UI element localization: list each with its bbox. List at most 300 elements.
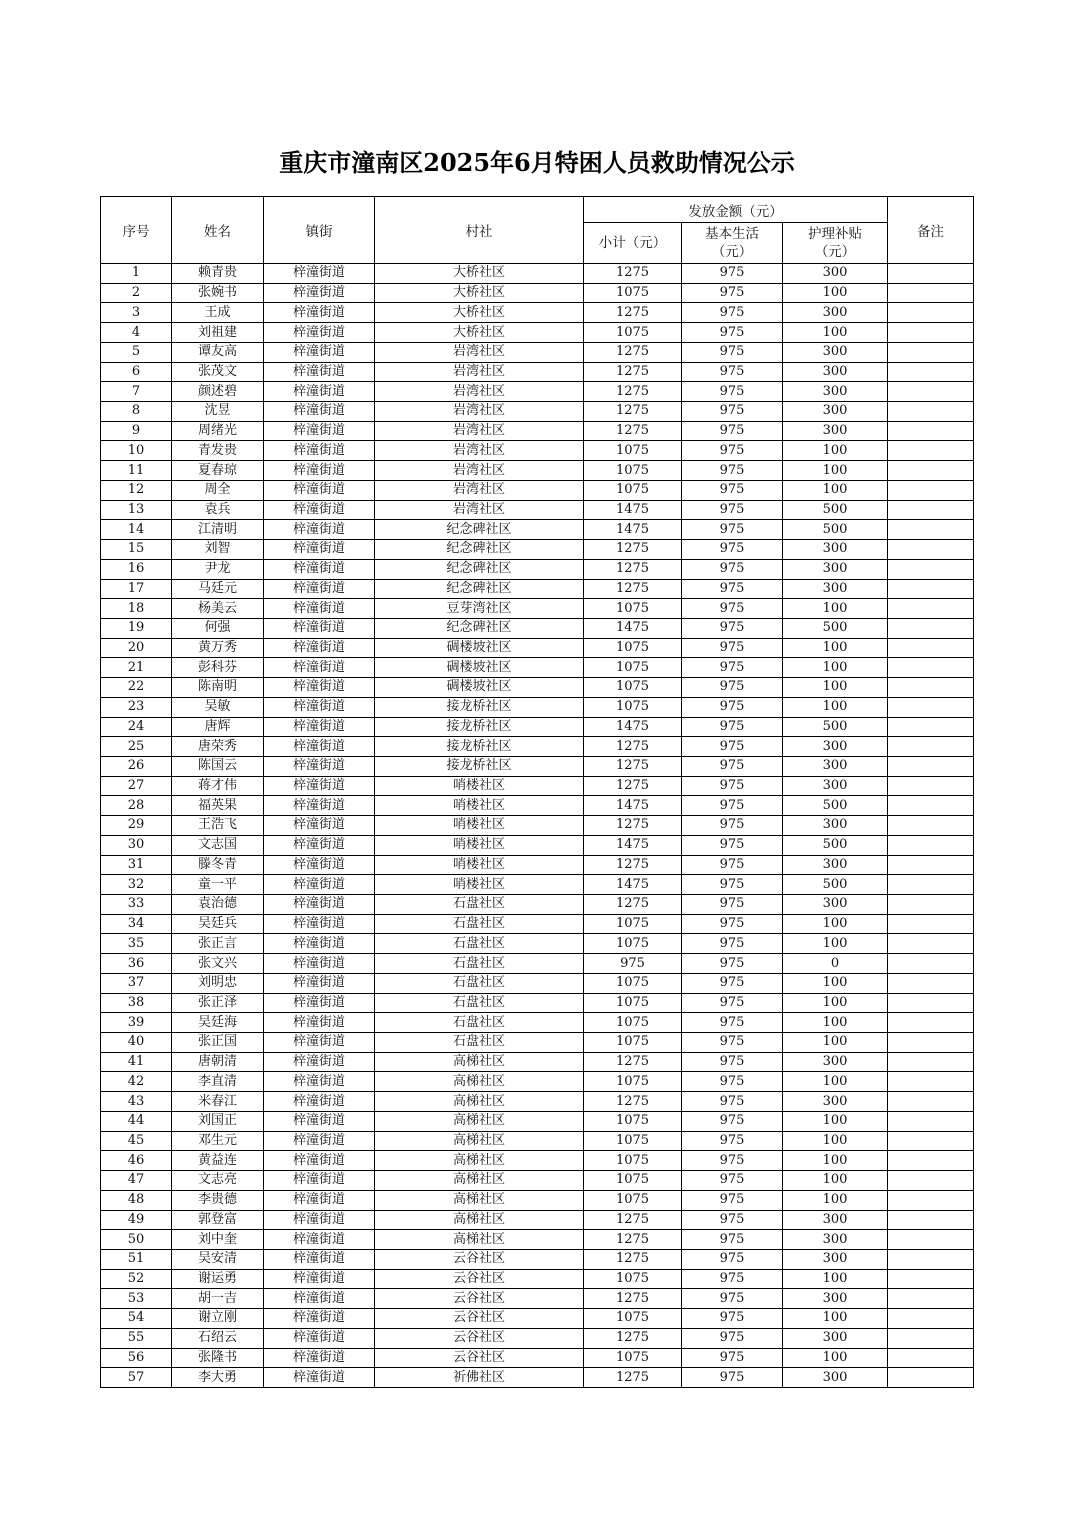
cell-remark <box>888 796 974 816</box>
cell-seq: 33 <box>101 895 172 915</box>
table-row <box>101 1171 974 1191</box>
cell-town: 梓潼街道 <box>264 717 375 737</box>
cell-name: 唐荣秀 <box>172 737 264 757</box>
cell-remark <box>888 993 974 1013</box>
cell-town: 梓潼街道 <box>264 283 375 303</box>
table-row <box>101 1033 974 1053</box>
cell-care: 300 <box>783 1328 888 1348</box>
cell-seq: 50 <box>101 1230 172 1250</box>
cell-basic: 975 <box>682 1210 783 1230</box>
cell-seq: 28 <box>101 796 172 816</box>
cell-care: 300 <box>783 737 888 757</box>
cell-name: 刘祖建 <box>172 323 264 343</box>
cell-name: 石绍云 <box>172 1328 264 1348</box>
cell-care: 500 <box>783 717 888 737</box>
cell-name: 夏春琼 <box>172 461 264 481</box>
cell-care: 300 <box>783 1230 888 1250</box>
cell-basic: 975 <box>682 638 783 658</box>
cell-care: 300 <box>783 816 888 836</box>
cell-village: 石盘社区 <box>375 973 584 993</box>
cell-town: 梓潼街道 <box>264 1348 375 1368</box>
cell-remark <box>888 1328 974 1348</box>
cell-remark <box>888 973 974 993</box>
cell-basic: 975 <box>682 540 783 560</box>
cell-subtotal: 1275 <box>584 895 682 915</box>
cell-name: 尹龙 <box>172 559 264 579</box>
cell-town: 梓潼街道 <box>264 678 375 698</box>
cell-care: 300 <box>783 1210 888 1230</box>
cell-name: 李贵德 <box>172 1190 264 1210</box>
table-row <box>101 264 974 284</box>
cell-remark <box>888 559 974 579</box>
cell-name: 张隆书 <box>172 1348 264 1368</box>
cell-village: 高梯社区 <box>375 1092 584 1112</box>
cell-remark <box>888 618 974 638</box>
cell-remark <box>888 1033 974 1053</box>
header-seq: 序号 <box>101 197 172 264</box>
cell-village: 高梯社区 <box>375 1111 584 1131</box>
table-row <box>101 599 974 619</box>
cell-name: 谭友高 <box>172 342 264 362</box>
cell-subtotal: 1075 <box>584 993 682 1013</box>
cell-basic: 975 <box>682 875 783 895</box>
table-row <box>101 934 974 954</box>
cell-subtotal: 975 <box>584 954 682 974</box>
cell-subtotal: 1275 <box>584 540 682 560</box>
cell-town: 梓潼街道 <box>264 362 375 382</box>
cell-village: 纪念碑社区 <box>375 559 584 579</box>
cell-name: 张正泽 <box>172 993 264 1013</box>
cell-basic: 975 <box>682 500 783 520</box>
cell-care: 100 <box>783 441 888 461</box>
table-row <box>101 1269 974 1289</box>
cell-basic: 975 <box>682 579 783 599</box>
cell-name: 彭科芬 <box>172 658 264 678</box>
cell-subtotal: 1475 <box>584 835 682 855</box>
table-row <box>101 1309 974 1329</box>
cell-town: 梓潼街道 <box>264 737 375 757</box>
cell-basic: 975 <box>682 756 783 776</box>
cell-town: 梓潼街道 <box>264 540 375 560</box>
cell-basic: 975 <box>682 1190 783 1210</box>
cell-name: 江清明 <box>172 520 264 540</box>
table-row <box>101 737 974 757</box>
cell-town: 梓潼街道 <box>264 1013 375 1033</box>
cell-remark <box>888 579 974 599</box>
cell-village: 碉楼坡社区 <box>375 658 584 678</box>
cell-seq: 54 <box>101 1309 172 1329</box>
cell-care: 300 <box>783 895 888 915</box>
cell-name: 胡一吉 <box>172 1289 264 1309</box>
cell-town: 梓潼街道 <box>264 559 375 579</box>
cell-subtotal: 1275 <box>584 816 682 836</box>
cell-name: 张婉书 <box>172 283 264 303</box>
cell-subtotal: 1275 <box>584 342 682 362</box>
cell-subtotal: 1075 <box>584 1190 682 1210</box>
cell-town: 梓潼街道 <box>264 1151 375 1171</box>
cell-subtotal: 1275 <box>584 776 682 796</box>
cell-name: 王浩飞 <box>172 816 264 836</box>
cell-seq: 4 <box>101 323 172 343</box>
cell-name: 吴安清 <box>172 1249 264 1269</box>
cell-subtotal: 1075 <box>584 658 682 678</box>
cell-remark <box>888 934 974 954</box>
cell-town: 梓潼街道 <box>264 835 375 855</box>
cell-basic: 975 <box>682 1151 783 1171</box>
table-row <box>101 776 974 796</box>
cell-basic: 975 <box>682 1249 783 1269</box>
cell-care: 300 <box>783 1052 888 1072</box>
cell-name: 文志亮 <box>172 1171 264 1191</box>
cell-care: 300 <box>783 362 888 382</box>
cell-subtotal: 1075 <box>584 1111 682 1131</box>
cell-basic: 975 <box>682 1348 783 1368</box>
cell-remark <box>888 540 974 560</box>
cell-basic: 975 <box>682 1092 783 1112</box>
cell-seq: 20 <box>101 638 172 658</box>
cell-care: 100 <box>783 1033 888 1053</box>
table-row <box>101 875 974 895</box>
cell-seq: 49 <box>101 1210 172 1230</box>
cell-town: 梓潼街道 <box>264 1230 375 1250</box>
cell-village: 祈佛社区 <box>375 1368 584 1388</box>
cell-village: 岩湾社区 <box>375 441 584 461</box>
cell-name: 吴廷海 <box>172 1013 264 1033</box>
cell-seq: 53 <box>101 1289 172 1309</box>
cell-remark <box>888 480 974 500</box>
cell-basic: 975 <box>682 796 783 816</box>
cell-village: 云谷社区 <box>375 1348 584 1368</box>
cell-town: 梓潼街道 <box>264 1309 375 1329</box>
cell-remark <box>888 678 974 698</box>
cell-care: 500 <box>783 835 888 855</box>
cell-remark <box>888 1151 974 1171</box>
cell-care: 300 <box>783 303 888 323</box>
cell-village: 云谷社区 <box>375 1289 584 1309</box>
cell-seq: 10 <box>101 441 172 461</box>
cell-village: 高梯社区 <box>375 1151 584 1171</box>
cell-remark <box>888 303 974 323</box>
cell-care: 300 <box>783 421 888 441</box>
header-basic-line2: （元） <box>711 244 753 260</box>
cell-subtotal: 1475 <box>584 796 682 816</box>
cell-care: 100 <box>783 914 888 934</box>
cell-subtotal: 1075 <box>584 1348 682 1368</box>
cell-village: 高梯社区 <box>375 1190 584 1210</box>
cell-name: 李直清 <box>172 1072 264 1092</box>
cell-care: 300 <box>783 1289 888 1309</box>
cell-village: 纪念碑社区 <box>375 520 584 540</box>
cell-village: 高梯社区 <box>375 1171 584 1191</box>
cell-subtotal: 1075 <box>584 461 682 481</box>
cell-care: 300 <box>783 402 888 422</box>
cell-village: 岩湾社区 <box>375 461 584 481</box>
cell-name: 唐朝清 <box>172 1052 264 1072</box>
cell-village: 云谷社区 <box>375 1249 584 1269</box>
cell-remark <box>888 737 974 757</box>
table-row <box>101 342 974 362</box>
cell-name: 福英果 <box>172 796 264 816</box>
cell-village: 石盘社区 <box>375 914 584 934</box>
cell-village: 大桥社区 <box>375 323 584 343</box>
table-row <box>101 973 974 993</box>
cell-subtotal: 1275 <box>584 737 682 757</box>
cell-seq: 39 <box>101 1013 172 1033</box>
table-row <box>101 579 974 599</box>
header-town: 镇街 <box>264 197 375 264</box>
cell-care: 300 <box>783 756 888 776</box>
cell-subtotal: 1275 <box>584 1328 682 1348</box>
cell-basic: 975 <box>682 402 783 422</box>
cell-seq: 17 <box>101 579 172 599</box>
cell-name: 刘明忠 <box>172 973 264 993</box>
cell-care: 100 <box>783 1190 888 1210</box>
cell-subtotal: 1075 <box>584 678 682 698</box>
cell-remark <box>888 1249 974 1269</box>
table-row <box>101 1230 974 1250</box>
cell-basic: 975 <box>682 559 783 579</box>
table-row <box>101 382 974 402</box>
cell-subtotal: 1075 <box>584 599 682 619</box>
table-row <box>101 1210 974 1230</box>
cell-village: 哨楼社区 <box>375 796 584 816</box>
table-row <box>101 954 974 974</box>
cell-remark <box>888 283 974 303</box>
table-row <box>101 835 974 855</box>
cell-basic: 975 <box>682 914 783 934</box>
table-row <box>101 717 974 737</box>
cell-name: 陈南明 <box>172 678 264 698</box>
table-row <box>101 1328 974 1348</box>
cell-town: 梓潼街道 <box>264 1210 375 1230</box>
cell-seq: 40 <box>101 1033 172 1053</box>
cell-seq: 21 <box>101 658 172 678</box>
cell-name: 杨美云 <box>172 599 264 619</box>
table-row <box>101 559 974 579</box>
cell-care: 100 <box>783 934 888 954</box>
cell-village: 哨楼社区 <box>375 816 584 836</box>
cell-basic: 975 <box>682 697 783 717</box>
cell-remark <box>888 1013 974 1033</box>
cell-name: 谢运勇 <box>172 1269 264 1289</box>
cell-basic: 975 <box>682 323 783 343</box>
cell-subtotal: 1075 <box>584 1072 682 1092</box>
cell-town: 梓潼街道 <box>264 382 375 402</box>
cell-seq: 6 <box>101 362 172 382</box>
cell-village: 豆芽湾社区 <box>375 599 584 619</box>
table-row <box>101 520 974 540</box>
cell-seq: 44 <box>101 1111 172 1131</box>
cell-remark <box>888 1092 974 1112</box>
cell-remark <box>888 1230 974 1250</box>
cell-care: 500 <box>783 796 888 816</box>
cell-care: 500 <box>783 520 888 540</box>
cell-village: 高梯社区 <box>375 1210 584 1230</box>
cell-basic: 975 <box>682 1033 783 1053</box>
cell-care: 100 <box>783 1171 888 1191</box>
cell-basic: 975 <box>682 1368 783 1388</box>
cell-subtotal: 1275 <box>584 362 682 382</box>
cell-village: 岩湾社区 <box>375 480 584 500</box>
cell-subtotal: 1475 <box>584 500 682 520</box>
cell-village: 石盘社区 <box>375 1033 584 1053</box>
table-row <box>101 895 974 915</box>
cell-seq: 29 <box>101 816 172 836</box>
cell-village: 哨楼社区 <box>375 776 584 796</box>
cell-remark <box>888 323 974 343</box>
cell-town: 梓潼街道 <box>264 1249 375 1269</box>
cell-subtotal: 1075 <box>584 914 682 934</box>
cell-village: 大桥社区 <box>375 303 584 323</box>
cell-village: 碉楼坡社区 <box>375 678 584 698</box>
cell-remark <box>888 835 974 855</box>
cell-seq: 36 <box>101 954 172 974</box>
table-row <box>101 323 974 343</box>
cell-name: 张文兴 <box>172 954 264 974</box>
cell-care: 100 <box>783 1131 888 1151</box>
cell-village: 高梯社区 <box>375 1131 584 1151</box>
cell-basic: 975 <box>682 658 783 678</box>
cell-care: 0 <box>783 954 888 974</box>
cell-subtotal: 1075 <box>584 323 682 343</box>
table-row <box>101 441 974 461</box>
cell-name: 张茂文 <box>172 362 264 382</box>
cell-town: 梓潼街道 <box>264 461 375 481</box>
cell-seq: 43 <box>101 1092 172 1112</box>
cell-seq: 41 <box>101 1052 172 1072</box>
cell-care: 300 <box>783 1368 888 1388</box>
cell-basic: 975 <box>682 835 783 855</box>
cell-basic: 975 <box>682 480 783 500</box>
cell-name: 马廷元 <box>172 579 264 599</box>
cell-remark <box>888 1348 974 1368</box>
header-basic <box>682 223 783 264</box>
cell-seq: 26 <box>101 756 172 776</box>
cell-remark <box>888 776 974 796</box>
cell-name: 颜述碧 <box>172 382 264 402</box>
cell-name: 米春江 <box>172 1092 264 1112</box>
cell-village: 碉楼坡社区 <box>375 638 584 658</box>
cell-basic: 975 <box>682 1269 783 1289</box>
cell-name: 陈国云 <box>172 756 264 776</box>
cell-basic: 975 <box>682 461 783 481</box>
cell-seq: 34 <box>101 914 172 934</box>
cell-remark <box>888 658 974 678</box>
cell-remark <box>888 500 974 520</box>
cell-remark <box>888 402 974 422</box>
cell-village: 云谷社区 <box>375 1269 584 1289</box>
cell-name: 谢立刚 <box>172 1309 264 1329</box>
cell-subtotal: 1275 <box>584 1052 682 1072</box>
cell-village: 石盘社区 <box>375 954 584 974</box>
cell-basic: 975 <box>682 1289 783 1309</box>
cell-name: 吴敏 <box>172 697 264 717</box>
cell-seq: 3 <box>101 303 172 323</box>
cell-seq: 19 <box>101 618 172 638</box>
cell-village: 石盘社区 <box>375 993 584 1013</box>
cell-subtotal: 1275 <box>584 1092 682 1112</box>
cell-seq: 46 <box>101 1151 172 1171</box>
cell-care: 300 <box>783 1249 888 1269</box>
cell-subtotal: 1275 <box>584 559 682 579</box>
cell-name: 滕冬青 <box>172 855 264 875</box>
cell-remark <box>888 342 974 362</box>
table-row <box>101 402 974 422</box>
cell-care: 100 <box>783 658 888 678</box>
cell-subtotal: 1275 <box>584 1368 682 1388</box>
cell-care: 100 <box>783 993 888 1013</box>
cell-seq: 45 <box>101 1131 172 1151</box>
cell-town: 梓潼街道 <box>264 402 375 422</box>
cell-seq: 38 <box>101 993 172 1013</box>
cell-village: 岩湾社区 <box>375 421 584 441</box>
cell-remark <box>888 717 974 737</box>
cell-care: 100 <box>783 1151 888 1171</box>
cell-seq: 8 <box>101 402 172 422</box>
table-row <box>101 362 974 382</box>
cell-town: 梓潼街道 <box>264 1092 375 1112</box>
cell-remark <box>888 875 974 895</box>
cell-village: 岩湾社区 <box>375 500 584 520</box>
cell-name: 张正言 <box>172 934 264 954</box>
cell-seq: 37 <box>101 973 172 993</box>
table-row <box>101 1151 974 1171</box>
cell-remark <box>888 855 974 875</box>
cell-remark <box>888 914 974 934</box>
header-village: 村社 <box>375 197 584 264</box>
cell-village: 哨楼社区 <box>375 835 584 855</box>
table-row <box>101 756 974 776</box>
cell-seq: 2 <box>101 283 172 303</box>
cell-subtotal: 1075 <box>584 934 682 954</box>
table-row <box>101 1092 974 1112</box>
cell-town: 梓潼街道 <box>264 1111 375 1131</box>
cell-town: 梓潼街道 <box>264 264 375 284</box>
cell-subtotal: 1275 <box>584 756 682 776</box>
cell-town: 梓潼街道 <box>264 579 375 599</box>
cell-care: 100 <box>783 1348 888 1368</box>
cell-seq: 32 <box>101 875 172 895</box>
cell-village: 岩湾社区 <box>375 402 584 422</box>
cell-subtotal: 1075 <box>584 638 682 658</box>
cell-town: 梓潼街道 <box>264 441 375 461</box>
cell-town: 梓潼街道 <box>264 1289 375 1309</box>
cell-name: 何强 <box>172 618 264 638</box>
cell-basic: 975 <box>682 1072 783 1092</box>
cell-remark <box>888 1190 974 1210</box>
cell-subtotal: 1275 <box>584 579 682 599</box>
cell-care: 100 <box>783 1269 888 1289</box>
cell-subtotal: 1275 <box>584 855 682 875</box>
cell-seq: 14 <box>101 520 172 540</box>
table-header <box>101 197 974 264</box>
relief-table <box>100 196 974 1388</box>
cell-name: 童一平 <box>172 875 264 895</box>
cell-basic: 975 <box>682 895 783 915</box>
cell-basic: 975 <box>682 737 783 757</box>
cell-basic: 975 <box>682 1328 783 1348</box>
cell-basic: 975 <box>682 993 783 1013</box>
cell-remark <box>888 1111 974 1131</box>
cell-name: 黄万秀 <box>172 638 264 658</box>
cell-town: 梓潼街道 <box>264 756 375 776</box>
header-care-line1: 护理补贴 <box>808 226 862 242</box>
cell-remark <box>888 756 974 776</box>
table-row <box>101 1072 974 1092</box>
cell-basic: 975 <box>682 599 783 619</box>
cell-town: 梓潼街道 <box>264 500 375 520</box>
cell-seq: 23 <box>101 697 172 717</box>
